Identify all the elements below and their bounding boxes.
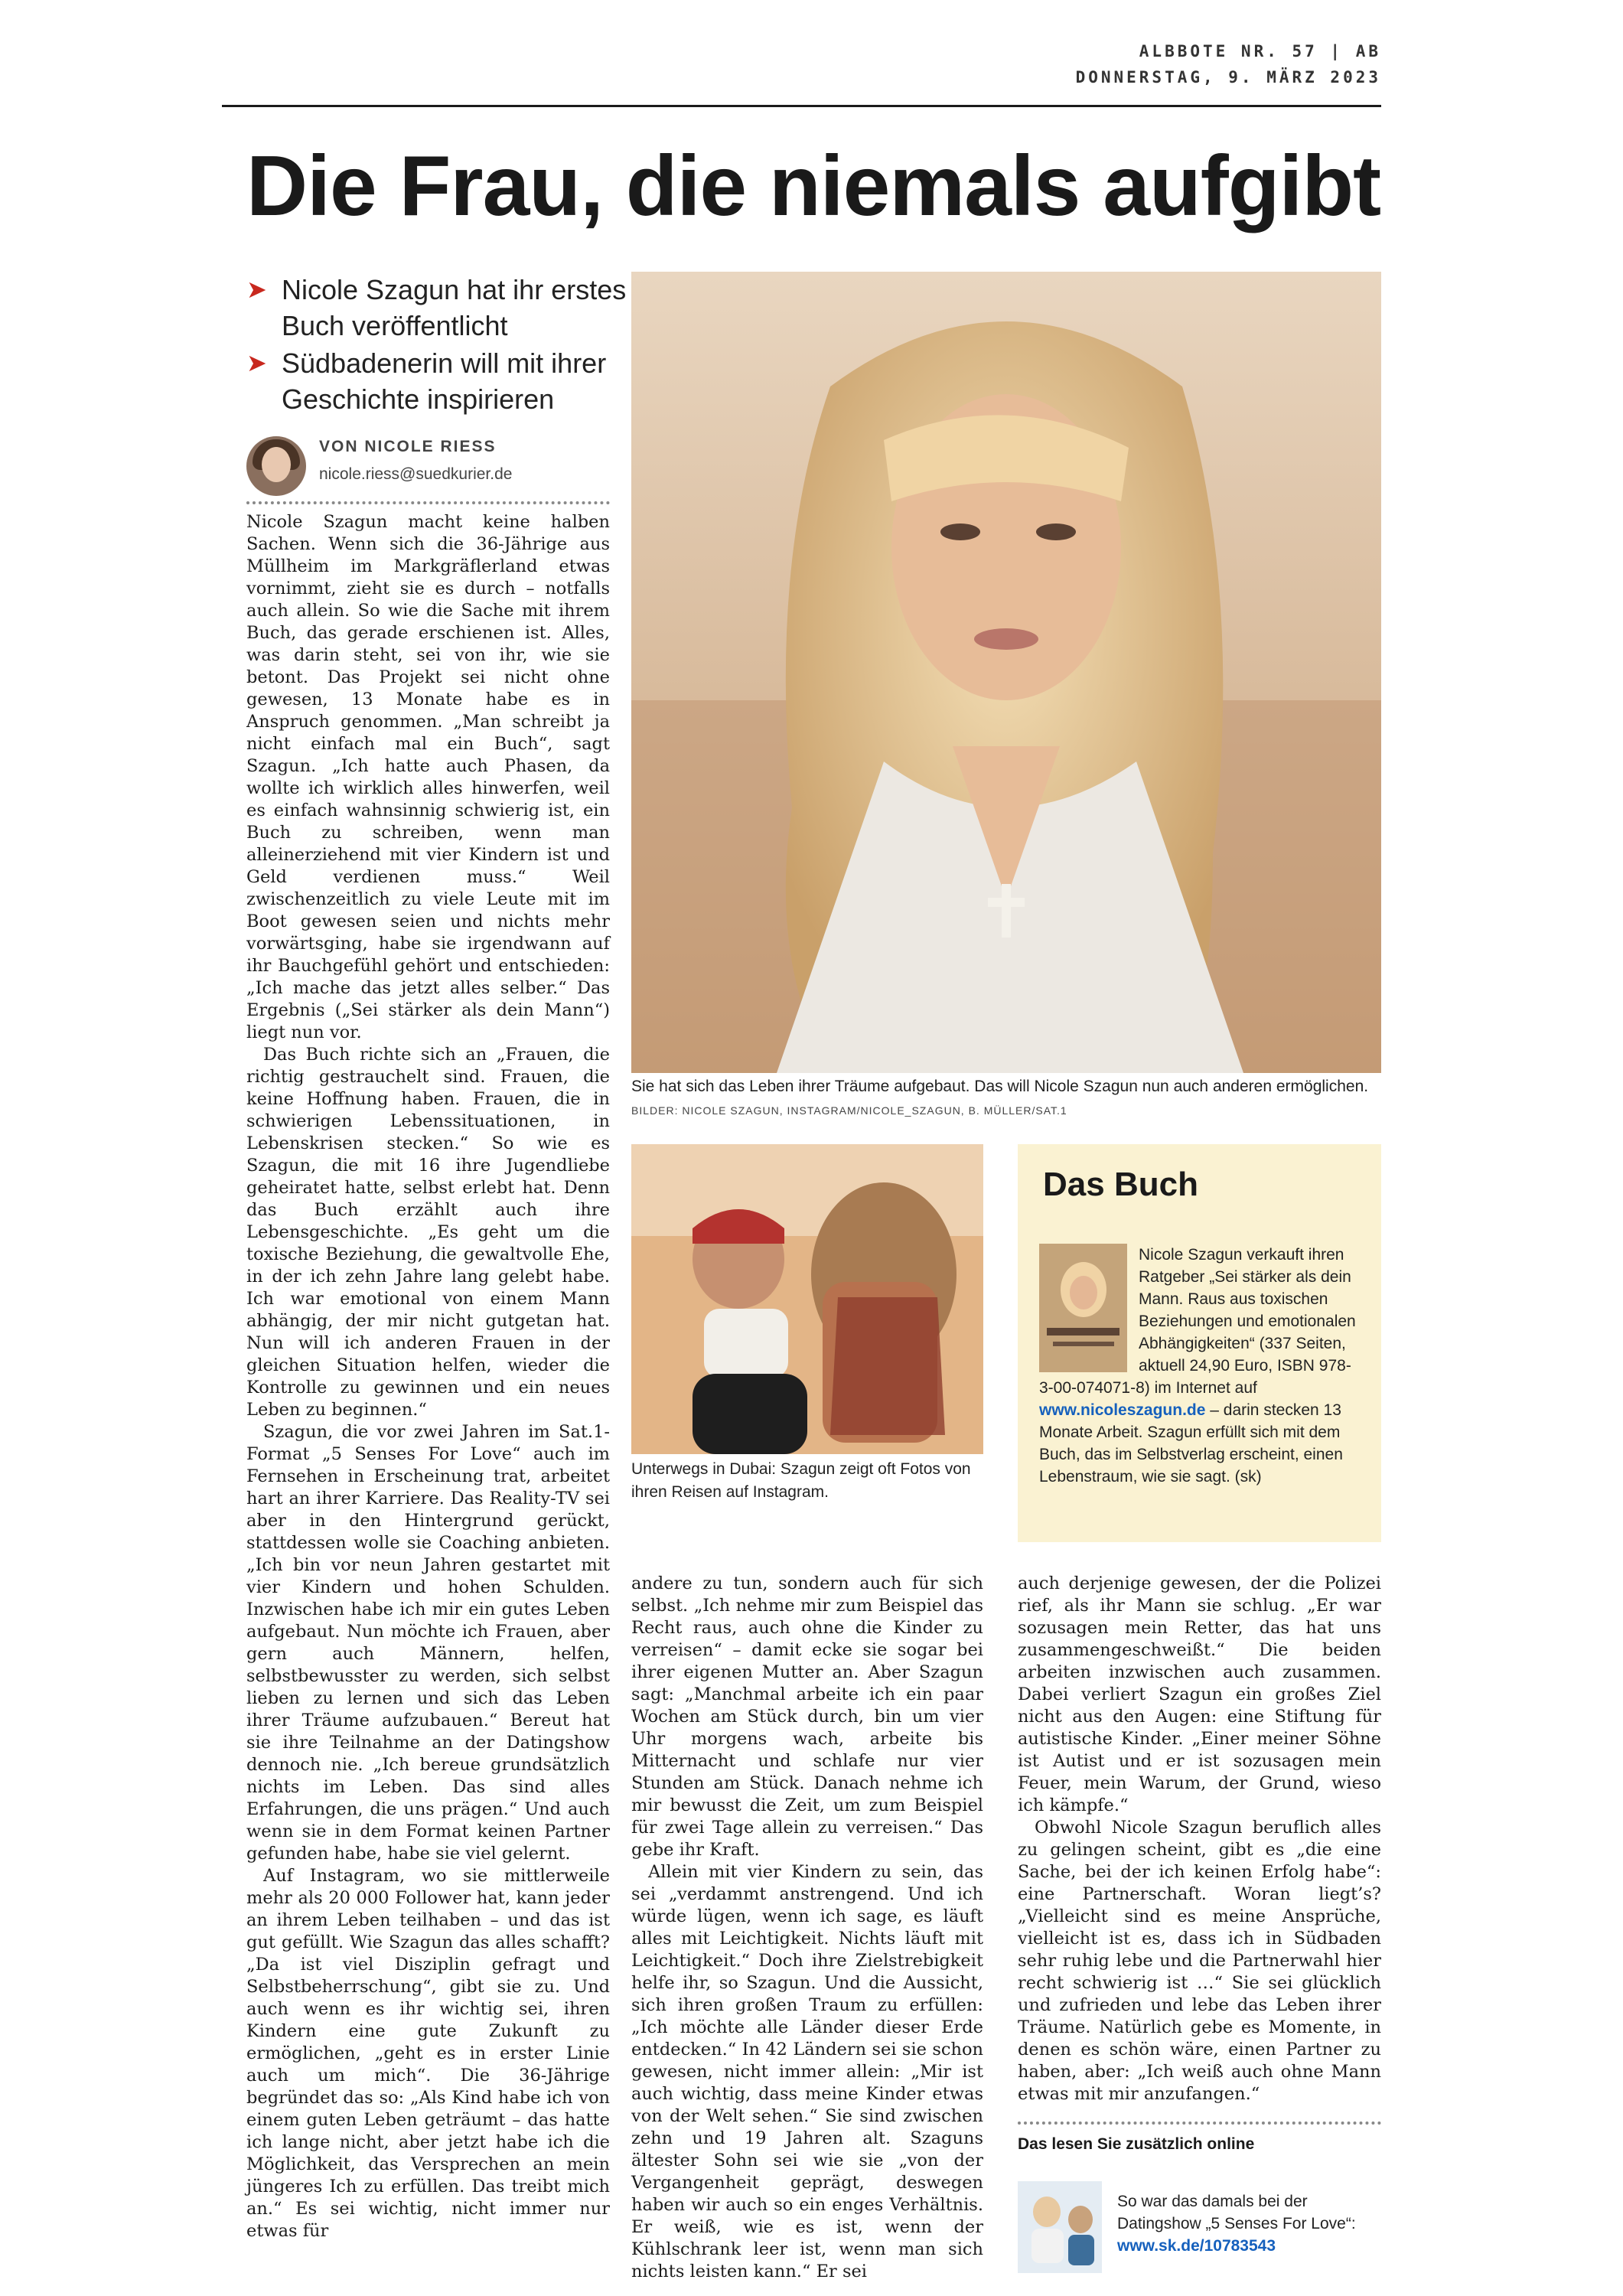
author-avatar <box>246 436 306 496</box>
paragraph: Allein mit vier Kindern zu sein, das sei „verdammt anstrengend. Und ich würde lügen, wenn ich sage, es läuft alles mit Leichtigkeit. Nichts läuft mit Leichtigkeit.“ Doch ihre Zielstrebigkeit helfe ihr, so Szagun. Und die Aussicht, sich ihren großen Traum zu erfüllen: „Ich möchte alle Länder dieser Erde entdecken.“ In 42 Ländern sei sie schon gewesen, nicht immer allein: „Mir ist auch wichtig, dass meine Kinder etwas von der Welt sehen.“ Sie sind zwischen zehn und 19 Jahren alt. Szaguns ältester Sohn sei wie sie „von der Vergangenheit geprägt, deswegen haben wir auch so ein enges Verhältnis. Er weiß, wie es ist, wenn der Kühlschrank leer ist, wenn man sich nichts leisten kann.“ Er sei <box>631 1862 983 2281</box>
arrow-icon: ➤ <box>246 349 267 377</box>
infobox-title: Das Buch <box>1043 1166 1198 1203</box>
online-teaser <box>1117 2190 1381 2257</box>
subheadline-bullets <box>246 272 629 419</box>
paragraph: Nicole Szagun macht keine halben Sachen. Wenn sich die 36-Jährige aus Müllheim im Markgräflerland etwas vornimmt, zieht sie es durch – notfalls auch allein. So wie die Sache mit ihrem Buch, das gerade erschienen ist. Alles, was darin steht, sei von ihr, wie sie betont. Das Projekt sei nicht ohne gewesen, 13 Monate habe es in Anspruch genommen. „Man schreibt ja nicht einfach mal ein Buch“, sagt Szagun. „Ich hatte auch Phasen, da wollte ich wirklich alles hinwerfen, weil es einfach wahnsinnig schwierig ist, ein Buch zu schreiben, wenn man alleinerziehend mit vier Kindern ist und Geld verdienen muss.“ Weil zwischenzeitlich zu viele Leute mit im Boot gewesen seien und nichts mehr vorwärtsging, habe sie irgendwann auf ihr Bauchgefühl gehört und entschieden: „Ich mache das jetzt alles selber.“ Das Ergebnis („Sei stärker als dein Mann“) liegt nun vor. <box>246 512 610 1042</box>
online-divider <box>1018 2122 1381 2125</box>
dubai-photo-caption: Unterwegs in Dubai: Szagun zeigt oft Fotos von ihren Reisen auf Instagram. <box>631 1460 971 1501</box>
author-email[interactable]: nicole.riess@suedkurier.de <box>319 465 513 483</box>
caption-text: Sie hat sich das Leben ihrer Träume aufgebaut. Das will Nicole Szagun nun auch anderen ermöglichen. <box>631 1078 1369 1095</box>
dubai-camel-photo <box>631 1144 983 1454</box>
paragraph: Obwohl Nicole Szagun beruflich alles zu gelingen scheint, gibt es „die eine Sache, bei der ich keinen Erfolg habe“: eine Partnerschaft. Woran liegt’s? „Vielleicht sind es meine Ansprüche, vielleicht ist es, dass ich in Südbaden sehr ruhig lebe und die Partnerwahl hier recht schwierig ist …“ Sie sei glücklich und zufrieden und lebe das Leben ihrer Träume. Natürlich gebe es Momente, in denen es schön wäre, einen Partner zu haben, aber: „Ich weiß auch ohne Mann etwas mit mir anzufangen.“ <box>1018 1818 1381 2104</box>
author-name: VON NICOLE RIESS <box>319 438 497 455</box>
online-thumbnail <box>1018 2181 1102 2273</box>
main-portrait-photo <box>631 272 1381 1073</box>
online-link[interactable]: www.sk.de/10783543 <box>1117 2237 1276 2255</box>
bullet-item <box>246 345 629 417</box>
paragraph: andere zu tun, sondern auch für sich selbst. „Ich nehme mir zum Beispiel das Recht raus, auch ohne die Kinder zu verreisen“ – damit ecke sie sogar bei ihrer eigenen Mutter an. Aber Szagun sagt: „Manchmal arbeite ich ein paar Wochen am Stück durch, bin um vier Uhr morgens wach, arbeite bis Mitternacht und schlafe nur vier Stunden am Stück. Danach nehme ich mir bewusst die Zeit, um zum Beispiel für zwei Tage allein zu verreisen.“ Das gebe ihr Kraft. <box>631 1574 983 1860</box>
bullet-text: Südbadenerin will mit ihrer Geschichte inspirieren <box>282 347 607 415</box>
online-label: Das lesen Sie zusätzlich online <box>1018 2135 1255 2153</box>
book-infobox <box>1018 1144 1381 1542</box>
paragraph: Auf Instagram, wo sie mittlerweile mehr als 20 000 Follower hat, kann jeder an ihrem Leben teilhaben – und das ist gut gefüllt. Wie Szagun das alles schafft? „Da ist viel Disziplin gefragt und Selbstbeherrschung“, gibt sie zu. Und auch wenn es ihr wichtig sei, ihren Kindern eine gute Zukunft zu ermöglichen, „geht es in erster Linie auch um mich“. Die 36-Jährige begründet das so: „Als Kind habe ich von einem guten Leben geträumt – das hatte ich lange nicht, aber jetzt habe ich die Möglichkeit, das Versprechen an mein jüngeres Ich zu erfüllen. Das treibt mich an.“ Es sei wichtig, nicht immer nur etwas für <box>246 1866 610 2241</box>
paragraph: Das Buch richte sich an „Frauen, die richtig gestrauchelt sind. Frauen, die keine Hoffnung haben. Frauen, die in schwierigen Lebenssituationen, in Lebenskrisen stecken.“ So wie es Szagun, die mit 16 ihre Jugendliebe geheiratet hatte, selbst erlebt hat. Denn das Buch erzählt auch ihre Lebensgeschichte. „Es geht um die toxische Beziehung, die gewaltvolle Ehe, in der ich zehn Jahre lang gelebt habe. Ich war emotional von einem Mann abhängig, der mir nicht gutgetan hat. Nun will ich anderen Frauen in der gleichen Situation helfen, wieder die Kontrolle zu gewinnen und ein neues Leben zu beginnen.“ <box>246 1045 610 1420</box>
article-column-1 <box>246 511 610 2242</box>
infobox-body-end: – darin stecken 13 Monate Arbeit. Szagun erfüllt sich mit dem Buch, das im Selbstverlag erscheint, einen Lebenstraum, wie sie sagt. (sk) <box>1039 1401 1343 1486</box>
masthead-date: DONNERSTAG, 9. MÄRZ 2023 <box>1075 68 1381 86</box>
header-rule <box>222 105 1381 107</box>
article-column-2 <box>631 1573 983 2283</box>
dubai-illustration <box>631 1144 983 1454</box>
bullet-item <box>246 272 629 344</box>
article-headline: Die Frau, die niemals aufgibt <box>246 139 1381 233</box>
photo-credit: BILDER: NICOLE SZAGUN, INSTAGRAM/NICOLE_SZAGUN, B. MÜLLER/SAT.1 <box>631 1104 1067 1117</box>
article-column-3 <box>1018 1573 1381 2105</box>
infobox-body: Nicole Szagun verkauft ihren Ratgeber „Sei stärker als dein Mann. Raus aus toxischen Beziehungen und emotionalen Abhängigkeiten“ (337 Seiten, aktuell 24,90 Euro, ISBN 978-3-00-074071-8) im Internet auf <box>1039 1246 1356 1397</box>
portrait-illustration <box>631 272 1381 1073</box>
online-teaser-text: So war das damals bei der Datingshow „5 Senses For Love“: <box>1117 2193 1356 2232</box>
byline <box>246 429 614 497</box>
paragraph: auch derjenige gewesen, der die Polizei rief, als ihr Mann sie schlug. „Er war sozusagen mein Retter, das hat uns zusammengeschweißt.“ Die beiden arbeiten inzwischen auch zusammen. Dabei verliert Szagun ein großes Ziel nicht aus den Augen: eine Stiftung für autistische Kinder. „Einer meiner Söhne ist Autist und er ist sozusagen mein Feuer, mein Warum, der Grund, wieso ich kämpfe.“ <box>1018 1574 1381 1815</box>
website-link[interactable]: www.nicoleszagun.de <box>1039 1401 1206 1419</box>
masthead-issue: ALBBOTE NR. 57 | AB <box>1139 42 1381 60</box>
bullet-text: Nicole Szagun hat ihr erstes Buch veröffentlicht <box>282 274 627 341</box>
byline-divider <box>246 501 610 504</box>
paragraph: Szagun, die vor zwei Jahren im Sat.1-Format „5 Senses For Love“ auch im Fernsehen in Erscheinung trat, arbeitet hart an ihrer Karriere. Das Reality-TV sei aber in den Hintergrund gerückt, stattdessen wolle sie Coaching anbieten. „Ich bin vor neun Jahren gestartet mit vier Kindern und hohen Schulden. Inzwischen habe ich mir ein gutes Leben aufgebaut. Nun möchte ich Frauen, aber gern auch Männern, helfen, selbstbewusster zu werden, sich selbst lieben zu lernen und sich das Leben ihrer Träume aufzubauen.“ Bereut hat sie ihre Teilnahme an der Datingshow dennoch nie. „Ich bereue grundsätzlich nichts im Leben. Das sind alles Erfahrungen, die uns prägen.“ Und auch wenn sie in dem Format keinen Partner gefunden habe, habe sie viel gelernt. <box>246 1422 610 1864</box>
infobox-text <box>1039 1244 1359 1488</box>
masthead <box>995 38 1381 90</box>
arrow-icon: ➤ <box>246 276 267 303</box>
main-photo-caption <box>631 1075 1381 1122</box>
